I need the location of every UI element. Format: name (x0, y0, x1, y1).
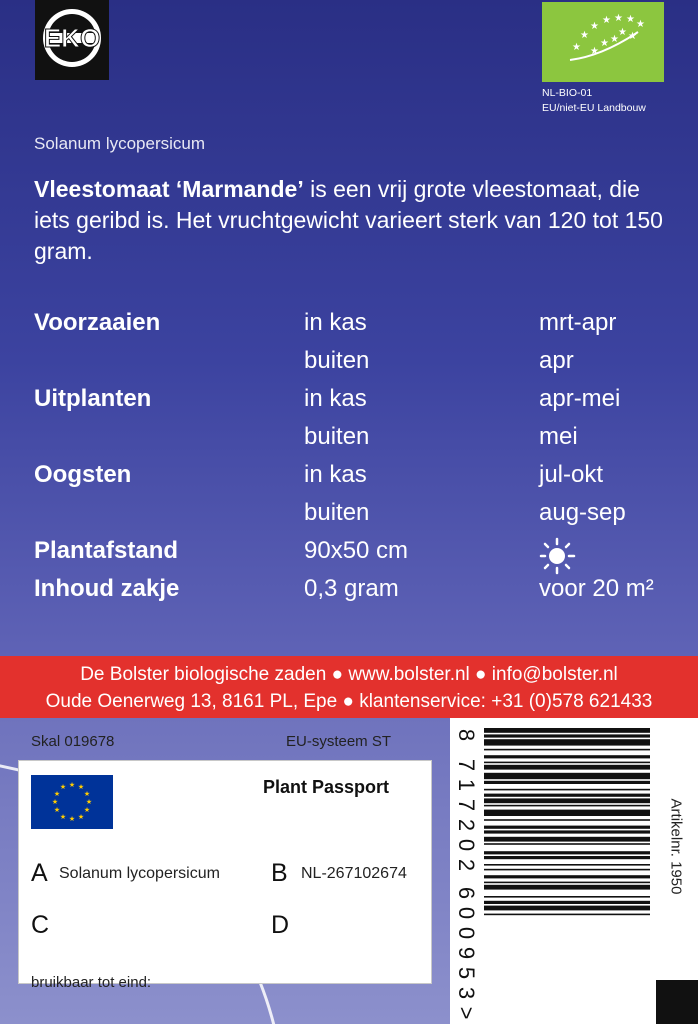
barcode-digit: 2 (454, 858, 479, 872)
barcode-bar (484, 901, 650, 904)
barcode-digit: 0 (454, 906, 479, 920)
barcode-bar (484, 798, 650, 803)
barcode-bar (484, 826, 650, 829)
svg-text:★: ★ (600, 38, 609, 49)
barcode (450, 718, 656, 1024)
product-name: Vleestomaat ‘Marmande’ (34, 176, 304, 202)
field-c-letter: C (31, 911, 50, 939)
row-where: buiten (304, 423, 370, 450)
barcode-bar (484, 810, 650, 816)
schedule-row (0, 575, 698, 613)
barcode-bar (484, 755, 650, 758)
svg-text:★: ★ (636, 19, 645, 30)
barcode-bar (484, 882, 650, 884)
back-label-panel (0, 718, 698, 1024)
barcode-bar (484, 869, 650, 871)
schedule-row (0, 537, 698, 575)
svg-text:★: ★ (83, 790, 91, 798)
eu-code-line1: NL-BIO-01 (542, 87, 593, 99)
skal-number: Skal 019678 (31, 733, 115, 750)
barcode-bar (484, 843, 650, 845)
barcode-bar (484, 830, 650, 833)
row-when: mrt-apr (539, 309, 617, 336)
barcode-digit: 7 (454, 798, 479, 812)
svg-text:EKO: EKO (43, 23, 101, 53)
row-where: in kas (304, 309, 367, 336)
barcode-digit: 8 (454, 728, 479, 742)
article-number: Artikelnr. 1950 (667, 798, 685, 895)
barcode-digit: 3 (454, 986, 479, 1000)
barcode-bar (484, 781, 650, 784)
barcode-bar (484, 773, 650, 779)
svg-text:★: ★ (610, 34, 619, 45)
row-where: 90x50 cm (304, 537, 409, 564)
svg-text:★: ★ (628, 31, 637, 42)
row-when: apr-mei (539, 385, 621, 412)
barcode-bar (484, 906, 650, 911)
description-text: is een vrij grote vleestomaat, die iets geribd is. Het vruchtgewicht varieert sterk van 120 tot 150 gram. (34, 176, 663, 264)
barcode-digits (452, 722, 480, 1022)
svg-text:★: ★ (68, 815, 76, 823)
field-d-letter: D (271, 911, 290, 939)
barcode-bar (484, 762, 650, 764)
sun-icon (539, 537, 579, 575)
barcode-bar (484, 728, 650, 733)
row-where: in kas (304, 385, 367, 412)
eu-system: EU-systeem ST (286, 733, 392, 750)
svg-text:★: ★ (77, 783, 85, 791)
row-when: apr (539, 347, 574, 374)
barcode-bar (484, 856, 650, 859)
svg-text:★: ★ (572, 42, 581, 53)
svg-text:★: ★ (614, 13, 623, 24)
barcode-bar (484, 885, 650, 890)
barcode-digit: 5 (454, 966, 479, 980)
svg-text:★: ★ (83, 806, 91, 814)
eu-code-line2: EU/niet-EU Landbouw (542, 102, 646, 114)
schedule-row (0, 385, 698, 423)
svg-text:★: ★ (59, 813, 67, 821)
row-where: buiten (304, 499, 370, 526)
barcode-digit: 7 (454, 758, 479, 772)
schedule-row (0, 461, 698, 499)
barcode-digit: > (454, 1006, 479, 1020)
svg-text:★: ★ (626, 14, 635, 25)
barcode-bar (484, 819, 650, 821)
barcode-bars (484, 728, 650, 1022)
row-label: Uitplanten (34, 385, 152, 412)
svg-text:★: ★ (590, 46, 599, 57)
row-where: buiten (304, 347, 370, 374)
barcode-bar (484, 837, 650, 842)
barcode-bar (484, 739, 650, 745)
row-label: Voorzaaien (34, 309, 161, 336)
company-contact-line: De Bolster biologische zaden ● www.bolster.nl ● info@bolster.nl (80, 664, 618, 685)
field-a-value: Solanum lycopersicum (59, 865, 220, 882)
row-label: Inhoud zakje (34, 575, 180, 602)
svg-text:★: ★ (68, 781, 76, 789)
field-b-value: NL-267102674 (301, 865, 407, 882)
svg-text:★: ★ (53, 790, 61, 798)
latin-name: Solanum lycopersicum (34, 134, 206, 153)
barcode-bar (484, 734, 650, 737)
svg-text:★: ★ (53, 806, 61, 814)
row-where: in kas (304, 461, 367, 488)
row-when: jul-okt (539, 461, 604, 488)
passport-title: Plant Passport (263, 777, 390, 797)
barcode-digit: 2 (454, 818, 479, 832)
barcode-bar (484, 896, 650, 898)
barcode-digit: 6 (454, 886, 479, 900)
barcode-digit: 9 (454, 946, 479, 960)
best-before-label: bruikbaar tot eind: (31, 974, 152, 991)
svg-text:★: ★ (85, 798, 93, 806)
eu-flag-icon (31, 775, 113, 829)
schedule-row (0, 499, 698, 537)
barcode-bar (484, 765, 650, 770)
svg-text:★: ★ (77, 813, 85, 821)
svg-text:★: ★ (580, 30, 589, 41)
barcode-bar (484, 875, 650, 878)
plant-passport (18, 760, 432, 984)
company-band (0, 656, 698, 718)
svg-text:★: ★ (602, 15, 611, 26)
barcode-bar (484, 794, 650, 797)
barcode-bar (484, 789, 650, 791)
barcode-bar (484, 851, 650, 854)
barcode-bar (484, 914, 650, 916)
svg-text:★: ★ (59, 783, 67, 791)
row-label: Oogsten (34, 461, 132, 488)
svg-text:★: ★ (51, 798, 59, 806)
field-b-letter: B (271, 859, 288, 887)
field-a-letter: A (31, 859, 48, 887)
barcode-digit: 0 (454, 838, 479, 852)
barcode-digit: 1 (454, 778, 479, 792)
article-number-strip (656, 718, 698, 980)
barcode-bar (484, 749, 650, 751)
dark-corner-block (656, 980, 698, 1024)
row-when: voor 20 m² (539, 575, 654, 602)
barcode-digit: 0 (454, 926, 479, 940)
company-address-line: Oude Oenerweg 13, 8161 PL, Epe ● klantenservice: +31 (0)578 621433 (45, 691, 653, 712)
schedule-row (0, 347, 698, 385)
schedule-row (0, 423, 698, 461)
schedule-row (0, 309, 698, 347)
row-when: mei (539, 423, 578, 450)
row-where: 0,3 gram (304, 575, 399, 602)
svg-text:★: ★ (590, 21, 599, 32)
row-label: Plantafstand (34, 537, 179, 564)
svg-text:★: ★ (618, 27, 627, 38)
barcode-bar (484, 805, 650, 807)
row-when: aug-sep (539, 499, 626, 526)
barcode-bar (484, 864, 650, 866)
